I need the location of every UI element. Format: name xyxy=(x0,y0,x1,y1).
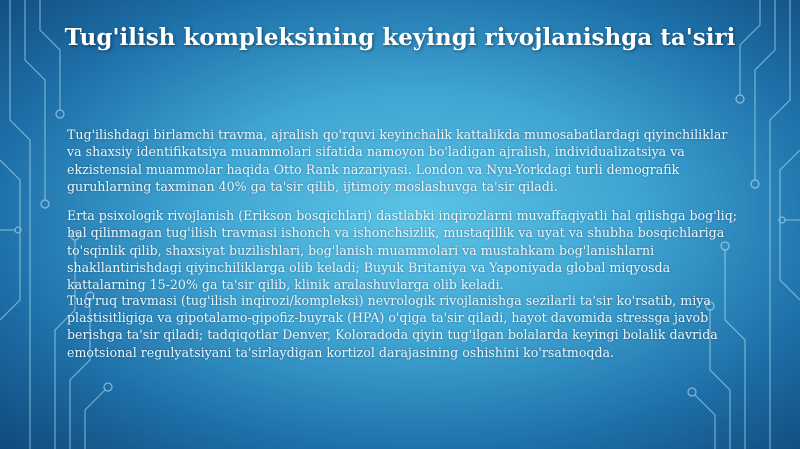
paragraph-erikson-stages: Erta psixologik rivojlanish (Erikson bosqichlari) dastlabki inqirozlarni muvaffaqiyatli hal qilishga bog'liq; hal qilinmagan tug'ilish travmasi ishonch va ishonchsizlik, mustaqillik va uyat va shubha bosqichlariga to'sqinlik qilib, shaxsiyat buzilishlari, bog'lanish muammolari va mustahkam bog'lanishlarni shakllantirishdagi qiyinchiliklarga olib keladi; Buyuk Britaniya va Yaponiyada global miqyosda kattalarning 15-20% ga ta'sir qilib, klinik aralashuvlarga olib keladi. xyxy=(67,208,738,293)
slide-body xyxy=(67,126,743,373)
slide-title: Tug'ilish kompleksining keyingi rivojlanishga ta'siri xyxy=(64,24,736,51)
paragraph-rank-theory: Tug'ilishdagi birlamchi travma, ajralish qo'rquvi keyinchalik kattalikda munosabatlardagi qiyinchiliklar va shaxsiy identifikatsiya muammolari sifatida namoyon bo'ladigan ajralish, individualizatsiya va ekzistensial muammolar haqida Otto Rank nazariyasi. London va Nyu-Yorkdagi turli demografik guruhlarning taxminan 40% ga ta'sir qilib, ijtimoiy moslashuvga ta'sir qiladi. xyxy=(67,127,728,194)
paragraph-birth-trauma: Tug'ruq travmasi (tug'ilish inqirozi/kompleksi) nevrologik rivojlanishga sezilarli ta'sir ko'rsatib, miya plastisitligiga va gipotalamo-gipofiz-buyrak (HPA) o'qiga ta'sir qiladi, hayot davomida stressga javob berishga ta'sir qiladi; tadqiqotlar Denver, Koloradoda qiyin tug'ilgan bolalarda keyingi bolalik davrida emotsional regulyatsiyani ta'sirlaydigan kortizol darajasining oshishini ko'rsatmoqda. xyxy=(67,292,718,360)
